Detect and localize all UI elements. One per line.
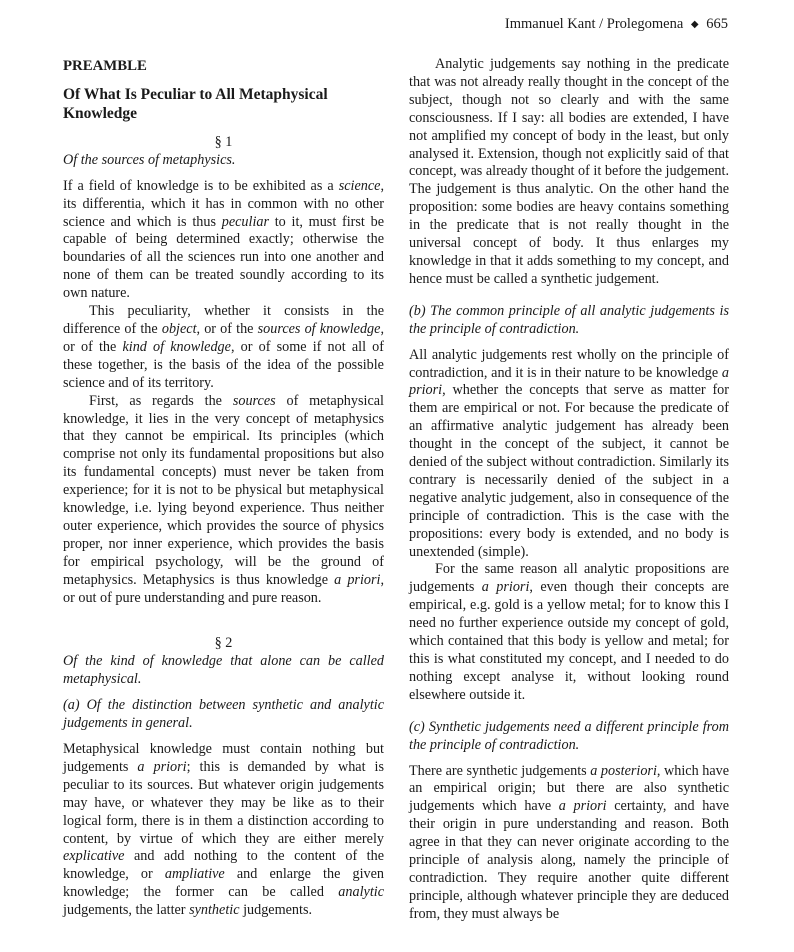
emphasis: science xyxy=(338,177,381,194)
preamble-heading: PREAMBLE xyxy=(63,58,147,74)
emphasis: a priori xyxy=(558,798,607,815)
section-1-number: § 1 xyxy=(214,133,233,150)
emphasis: peculiar xyxy=(221,213,269,230)
emphasis: ampliative xyxy=(164,866,225,883)
running-head-separator: / xyxy=(599,16,604,32)
running-head-author: Immanuel Kant xyxy=(504,16,596,32)
section-1-caption: Of the sources of metaphysics. xyxy=(63,151,236,168)
section-2b-caption: (b) The common principle of all analytic judgements is the principle of contradiction. xyxy=(409,302,729,337)
section-2c-paragraph-1: There are synthetic judgements a posteriori, which have an empirical origin; but there are also synthetic judgements which have a priori certainty, and have their origin in pure understanding and reason. Both agree in that they can never originate according to the principle of analysis along, namely the principle of contradiction. They require another quite different principle, although whatever principle they are deduced from, they must always be xyxy=(409,762,730,922)
section-2c-caption: (c) Synthetic judgements need a different principle from the principle of contradiction. xyxy=(409,718,729,753)
emphasis: a priori xyxy=(481,579,530,596)
left-column xyxy=(63,56,384,920)
emphasis: a posteriori xyxy=(590,762,657,779)
right-column xyxy=(409,56,729,924)
section-2-caption: Of the kind of knowledge that alone can be called metaphysical. xyxy=(63,653,384,688)
emphasis: sources of knowledge xyxy=(257,320,381,337)
section-2b-paragraph-2: For the same reason all analytic propositions are judgements a priori, even though their concepts are empirical, e.g. gold is a yellow metal; for to know this I need no further experience outside my concept of gold, which contained that this body is yellow and metal; for this is what constituted my concept, and I needed to do nothing except analyse it, without looking round elsewhere outside it. xyxy=(409,561,729,703)
emphasis: object xyxy=(161,320,197,337)
section-2b-paragraph-1: All analytic judgements rest wholly on the principle of contradiction, and it is in their nature to be knowledge a priori, whether the concepts that serve as matter for them are empirical or not. For because the predicate of an affirmative analytic judgement has already been thought in the concept of the subject, it cannot be denied of the subject without contradiction. Similarly its contrary is necessarily denied of the subject in a negative analytic judgement, also in consequence of the principle of contradiction. This is the case with the propositions: every body is extended, and no body is unextended (simple). xyxy=(409,346,729,560)
diamond-ornament-icon: ◆ xyxy=(690,19,699,30)
page-number: 665 xyxy=(706,16,728,32)
running-head-work: Prolegomena xyxy=(606,16,684,32)
section-1-paragraph-3: First, as regards the sources of metaphysical knowledge, it lies in the very concept of metaphysics that they cannot be empirical. Its principles (which comprise not only its fundamental propositions but also its fundamental concepts) must never be taken from experience; for it is not to be physical but metaphysical knowledge, i.e. lying beyond experience. Thus neither outer experience, which provides the source of physics proper, nor inner experience, which provides the basis for empirical psychology, will be the ground of metaphysics. Metaphysics is thus knowledge a priori, or out of pure understanding and pure reason. xyxy=(63,392,384,606)
section-2-number: § 2 xyxy=(214,635,233,652)
emphasis: sources xyxy=(232,392,276,409)
analytic-judgements-paragraph: Analytic judgements say nothing in the predicate that was not already really thought in the concept of the subject, though not so clearly and with the same consciousness. If I say: all bodies are extended, I have not amplified my concept of body in the least, but only analysed it. Extension, though not explicitly said of that concept, was already thought of it before the judgement. The judgement is thus analytic. On the other hand the proposition: some bodies are heavy contains something in the predicate that is not really thought in the universal concept of body. It thus enlarges my knowledge in that it adds something to my concept, and hence must be called a synthetic judgement. xyxy=(409,56,729,287)
emphasis: analytic xyxy=(338,884,384,901)
section-2a-caption: (a) Of the distinction between synthetic and analytic judgements in general. xyxy=(63,697,384,732)
emphasis: a priori xyxy=(137,758,187,775)
section-2a-paragraph-1: Metaphysical knowledge must contain nothing but judgements a priori; this is demanded by what is peculiar to its sources. But whatever origin judgements may have, or whatever they may be like as to their logical form, there is in them a distinction according to content, by virtue of which they are either merely explicative and add nothing to the content of the knowledge, or ampliative and enlarge the given knowledge; the former can be called analytic judgements, the latter synthetic judgements. xyxy=(63,741,384,919)
emphasis: synthetic xyxy=(189,902,240,919)
emphasis: a priori xyxy=(409,364,729,399)
section-1-paragraph-1: If a field of knowledge is to be exhibited as a science, its differentia, which it has in common with no other science and which is thus peculiar to it, must first be capable of being determined exactly; otherwise the boundaries of all the sciences run into one another and none of them can be treated soundly according to its own nature. xyxy=(63,177,384,302)
running-head xyxy=(505,16,728,33)
emphasis: explicative xyxy=(63,848,125,865)
chapter-title: Of What Is Peculiar to All Metaphysical Knowledge xyxy=(63,85,328,122)
emphasis: kind of knowledge xyxy=(122,338,231,355)
section-1-paragraph-2: This peculiarity, whether it consists in the difference of the object, or of the sources of knowledge, or of the kind of knowledge, or of some if not all of these together, is the basis of the idea of the possible science and of its territory. xyxy=(63,303,384,391)
emphasis: a priori xyxy=(334,571,381,588)
